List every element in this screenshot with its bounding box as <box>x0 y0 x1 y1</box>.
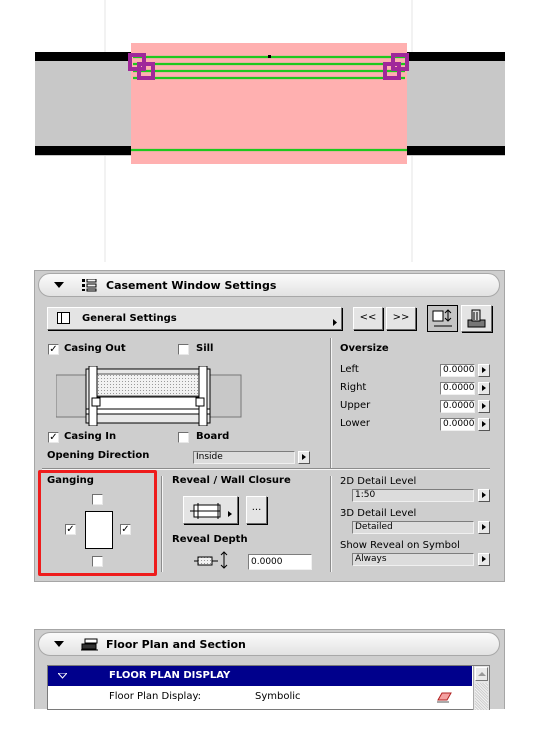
settings-panel-header[interactable] <box>38 273 500 297</box>
resize-icon <box>432 309 454 329</box>
ganging-highlight-box <box>38 470 157 576</box>
show-reveal-value: Always <box>355 554 387 564</box>
next-page-button[interactable] <box>386 307 416 330</box>
sill-checkbox[interactable] <box>178 344 189 355</box>
list-scrollbar[interactable] <box>473 666 489 710</box>
ganging-title: Ganging <box>47 475 94 486</box>
oversize-right-label: Right <box>340 382 367 393</box>
wall-right-edge-top <box>407 52 505 61</box>
oversize-left-label: Left <box>340 364 359 375</box>
reveal-depth-value: 0.0000 <box>251 557 283 567</box>
separator-vertical-bottom-left <box>161 476 162 572</box>
separator-vertical-bottom-right <box>330 476 331 572</box>
show-reveal-select[interactable] <box>352 553 474 566</box>
floor-plan-icon <box>81 638 99 651</box>
page-select-label: General Settings <box>82 313 177 324</box>
opening-direction-label: Opening Direction <box>47 450 150 461</box>
board-checkbox[interactable] <box>178 432 189 443</box>
wall-right-edge-bottom <box>407 146 505 155</box>
center-dot <box>268 55 271 58</box>
oversize-left-arrow[interactable] <box>478 364 490 377</box>
show-reveal-arrow[interactable] <box>478 553 490 566</box>
scroll-track[interactable] <box>475 683 488 710</box>
oversize-upper-input[interactable] <box>440 400 475 413</box>
oversize-upper-value: 0.0000 <box>443 401 475 411</box>
separator-vertical-right <box>330 338 331 468</box>
preview-view-button[interactable] <box>461 305 492 332</box>
next-page-label: >> <box>392 312 410 323</box>
oversize-right-arrow[interactable] <box>478 382 490 395</box>
sill-label: Sill <box>196 343 214 354</box>
general-settings-icon <box>57 312 71 325</box>
separator-horizontal <box>42 468 490 469</box>
detail-2d-value: 1:50 <box>355 490 376 500</box>
detail-2d-select[interactable] <box>352 489 474 502</box>
wall-right <box>407 52 505 156</box>
ganging-right-checkbox[interactable]: ✓ <box>121 524 130 535</box>
detail-3d-select[interactable] <box>352 521 474 534</box>
oversize-right-value: 0.0000 <box>443 383 475 393</box>
reveal-type-button[interactable] <box>183 496 238 524</box>
wall-left-edge-bottom <box>35 146 131 155</box>
floor-plan-display-row-value: Symbolic <box>255 691 301 702</box>
settings-panel-title: Casement Window Settings <box>106 279 277 292</box>
oversize-upper-label: Upper <box>340 400 371 411</box>
floor-panel-title: Floor Plan and Section <box>106 638 246 651</box>
detail-3d-label: 3D Detail Level <box>340 508 417 519</box>
floor-plan-display-row[interactable] <box>48 687 472 707</box>
ganging-left-checkbox[interactable]: ✓ <box>66 524 75 535</box>
detail-2d-label: 2D Detail Level <box>340 476 417 487</box>
prev-page-label: << <box>359 312 377 323</box>
floor-plan-preview <box>0 0 550 262</box>
window-section-preview <box>56 366 242 426</box>
wall-left <box>35 52 131 156</box>
oversize-lower-label: Lower <box>340 418 370 429</box>
casing-out-label: Casing Out <box>64 343 126 354</box>
oversize-lower-input[interactable] <box>440 418 475 431</box>
collapse-triangle-icon[interactable] <box>54 282 64 288</box>
reveal-depth-input[interactable] <box>248 554 312 570</box>
opening-direction-select[interactable] <box>193 451 295 464</box>
detail-2d-arrow[interactable] <box>478 489 490 502</box>
reveal-title: Reveal / Wall Closure <box>172 475 291 486</box>
oversize-left-input[interactable] <box>440 364 475 377</box>
casing-in-label: Casing In <box>64 431 117 442</box>
detail-3d-arrow[interactable] <box>478 521 490 534</box>
oversize-lower-value: 0.0000 <box>443 419 475 429</box>
floor-plan-display-header-label: FLOOR PLAN DISPLAY <box>109 670 231 681</box>
scroll-up-button[interactable] <box>475 667 488 681</box>
opening-direction-arrow[interactable] <box>298 451 310 464</box>
opening-fill <box>131 43 407 164</box>
oversize-lower-arrow[interactable] <box>478 418 490 431</box>
oversize-upper-arrow[interactable] <box>478 400 490 413</box>
board-label: Board <box>196 431 230 442</box>
casing-in-checkbox[interactable]: ✓ <box>49 432 58 443</box>
reveal-depth-label: Reveal Depth <box>172 534 248 545</box>
page-select-dropdown[interactable] <box>47 307 342 330</box>
lock-param-icon <box>436 691 452 703</box>
floor-plan-display-row-label: Floor Plan Display: <box>109 691 202 702</box>
reveal-more-label: ... <box>251 502 262 513</box>
wall-closure-icon <box>190 502 234 520</box>
floor-panel-header[interactable] <box>38 632 500 656</box>
scroll-up-arrow-icon <box>478 671 486 677</box>
chevron-right-icon <box>333 319 338 326</box>
window-settings-icon <box>82 279 97 292</box>
casing-out-checkbox[interactable]: ✓ <box>49 344 58 355</box>
detail-3d-value: Detailed <box>355 522 393 532</box>
floor-plan-display-header[interactable] <box>48 666 472 686</box>
oversize-title: Oversize <box>340 343 389 354</box>
size-view-button[interactable] <box>427 305 458 332</box>
collapse-triangle-icon[interactable] <box>54 641 64 647</box>
reveal-more-button[interactable] <box>246 496 267 524</box>
show-reveal-label: Show Reveal on Symbol <box>340 540 460 551</box>
opening-direction-value: Inside <box>196 452 223 462</box>
wall-left-edge-top <box>35 52 131 61</box>
prev-page-button[interactable] <box>353 307 383 330</box>
oversize-right-input[interactable] <box>440 382 475 395</box>
expand-triangle-icon <box>58 673 67 679</box>
reveal-depth-icon <box>192 551 230 569</box>
oversize-left-value: 0.0000 <box>443 365 475 375</box>
preview-icon <box>467 309 487 329</box>
